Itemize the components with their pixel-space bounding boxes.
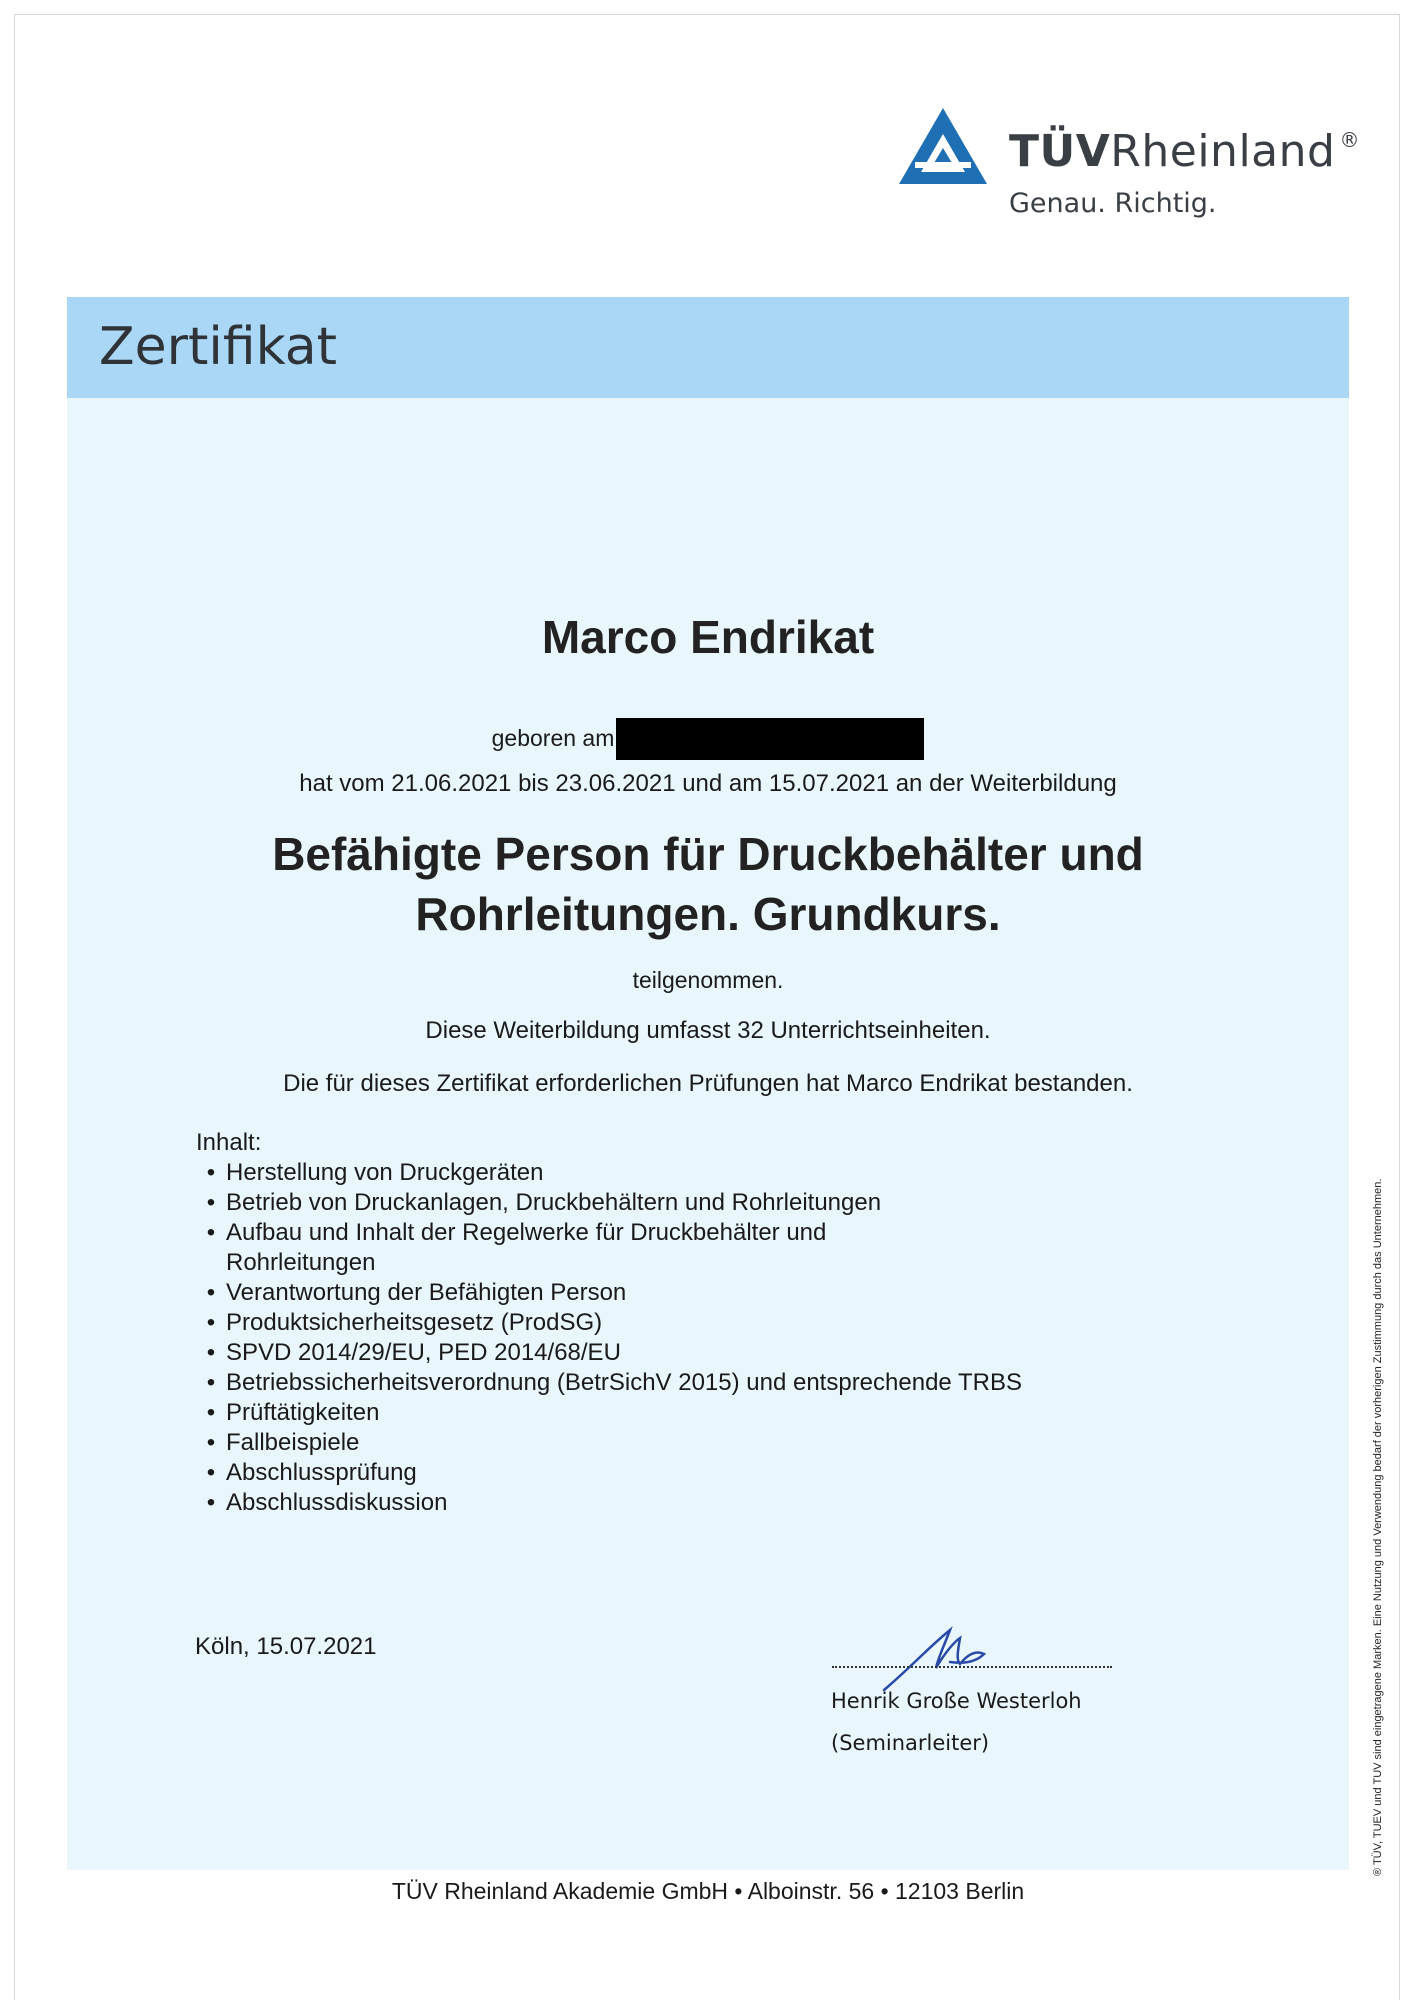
signature-mark — [880, 1624, 990, 1694]
contents-heading: Inhalt: — [196, 1129, 262, 1156]
title-band — [67, 297, 1349, 398]
list-item: • Abschlussprüfung — [206, 1459, 417, 1486]
footer-address: TÜV Rheinland Akademie GmbH • Alboinstr. 56 • 12103 Berlin — [391, 1878, 1025, 1904]
list-item: • Betrieb von Druckanlagen, Druckbehältern und Rohrleitungen — [206, 1189, 882, 1216]
participated-text: teilgenommen. — [632, 967, 784, 993]
signature-line — [832, 1666, 1112, 1670]
list-item: • Abschlussdiskussion — [206, 1489, 448, 1516]
list-item: • Produktsicherheitsgesetz (ProdSG) — [206, 1309, 603, 1336]
place-date: Köln, 15.07.2021 — [195, 1633, 377, 1660]
born-label: geboren am — [491, 725, 615, 751]
list-item: • Herstellung von Druckgeräten — [206, 1159, 544, 1186]
recipient-name: Marco Endrikat — [541, 611, 875, 663]
list-item: • SPVD 2014/29/EU, PED 2014/68/EU — [206, 1339, 621, 1366]
passed-text: Die für dieses Zertifikat erforderlichen Prüfungen hat Marco Endrikat bestanden. — [283, 1070, 1133, 1097]
redacted-birthdate — [616, 718, 924, 760]
list-item: • Verantwortung der Befähigten Person — [206, 1279, 627, 1306]
list-item: • Fallbeispiele — [206, 1429, 360, 1456]
brand-name: TÜVRheinland ® — [1009, 126, 1360, 177]
contents-list — [196, 1158, 1022, 1518]
signer-role: (Seminarleiter) — [831, 1731, 990, 1755]
course-title — [67, 824, 1349, 944]
course-title-line-1: Befähigte Person für Druckbehälter und — [272, 828, 1144, 880]
list-item: • Betriebssicherheitsverordnung (BetrSichV 2015) und entsprechende TRBS — [206, 1369, 1023, 1396]
contents-section — [196, 1128, 1022, 1518]
brand-tagline: Genau. Richtig. — [1009, 188, 1217, 219]
certificate-title: Zertifikat — [99, 317, 338, 377]
course-period: hat vom 21.06.2021 bis 23.06.2021 und am 15.07.2021 an der Weiterbildung — [299, 770, 1117, 797]
signer-name: Henrik Große Westerloh — [831, 1689, 1082, 1713]
tuv-rheinland-logo — [895, 104, 1360, 234]
list-item: • Prüftätigkeiten — [206, 1399, 380, 1426]
trademark-note: ® TÜV, TUEV und TUV sind eingetragene Marken. Eine Nutzung und Verwendung bedarf der vorherigen Zustimmung durch das Unternehmen. — [1372, 1178, 1384, 1876]
tuv-triangle-icon — [895, 104, 991, 188]
course-title-line-2: Rohrleitungen. Grundkurs. — [415, 888, 1001, 940]
list-item: • Aufbau und Inhalt der Regelwerke für Druckbehälter und Rohrleitungen — [206, 1219, 827, 1276]
birth-line — [67, 718, 1349, 760]
units-text: Diese Weiterbildung umfasst 32 Unterrichtseinheiten. — [425, 1017, 991, 1044]
